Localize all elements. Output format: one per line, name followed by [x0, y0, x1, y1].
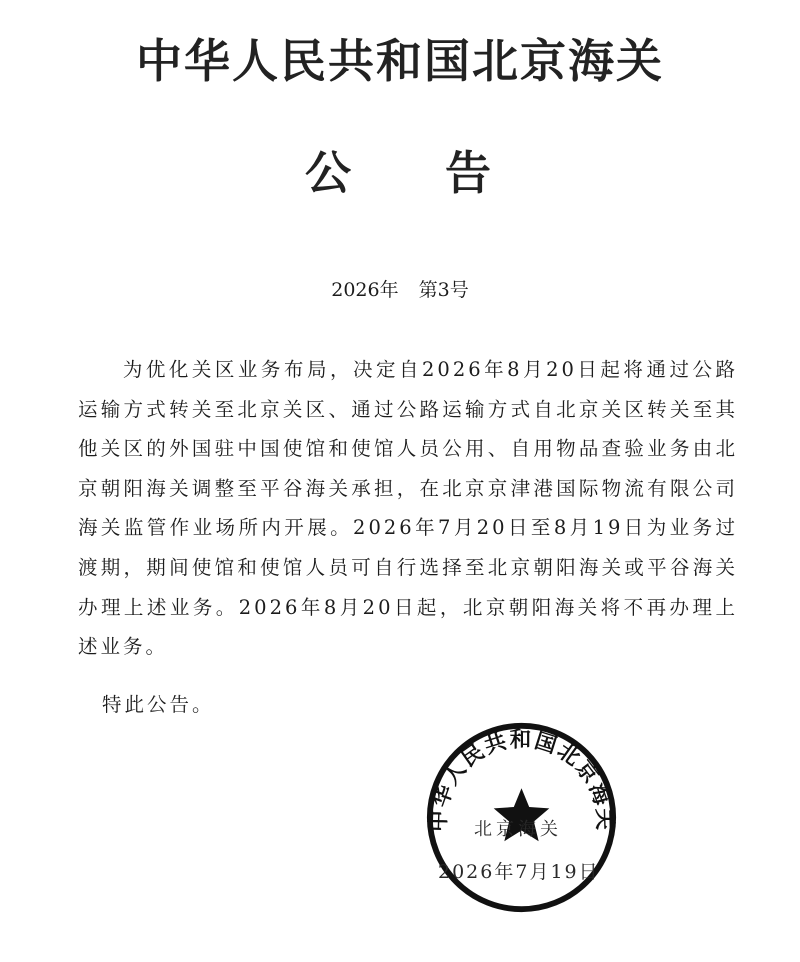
document-type-heading	[0, 143, 800, 203]
signing-authority: 北京海关	[474, 819, 562, 840]
document-number: 2026年 第3号	[331, 279, 469, 301]
document-type-char-1: 公	[305, 146, 351, 200]
document-type-char-2: 告	[445, 146, 491, 200]
closing-phrase: 特此公告。	[102, 693, 215, 716]
issuing-authority-title: 中华人民共和国北京海关	[136, 34, 664, 88]
signing-date: 2026年7月19日	[438, 861, 600, 883]
seal-text: 中华人民共和国北京海关	[426, 727, 617, 833]
announcement-body: 为优化关区业务布局，决定自2026年8月20日起将通过公路运输方式转关至北京关区、通过公路运输方式自北京关区转关至其他关区的外国驻中国使馆和使馆人员公用、自用物品查验业务由北京朝阳海关调整至平谷海关承担，在北京京津港国际物流有限公司海关监管作业场所内开展。2026年7月20日至8月19日为业务过渡期，期间使馆和使馆人员可自行选择至北京朝阳海关或平谷海关办理上述业务。2026年8月20日起，北京朝阳海关将不再办理上述业务。	[78, 358, 738, 659]
